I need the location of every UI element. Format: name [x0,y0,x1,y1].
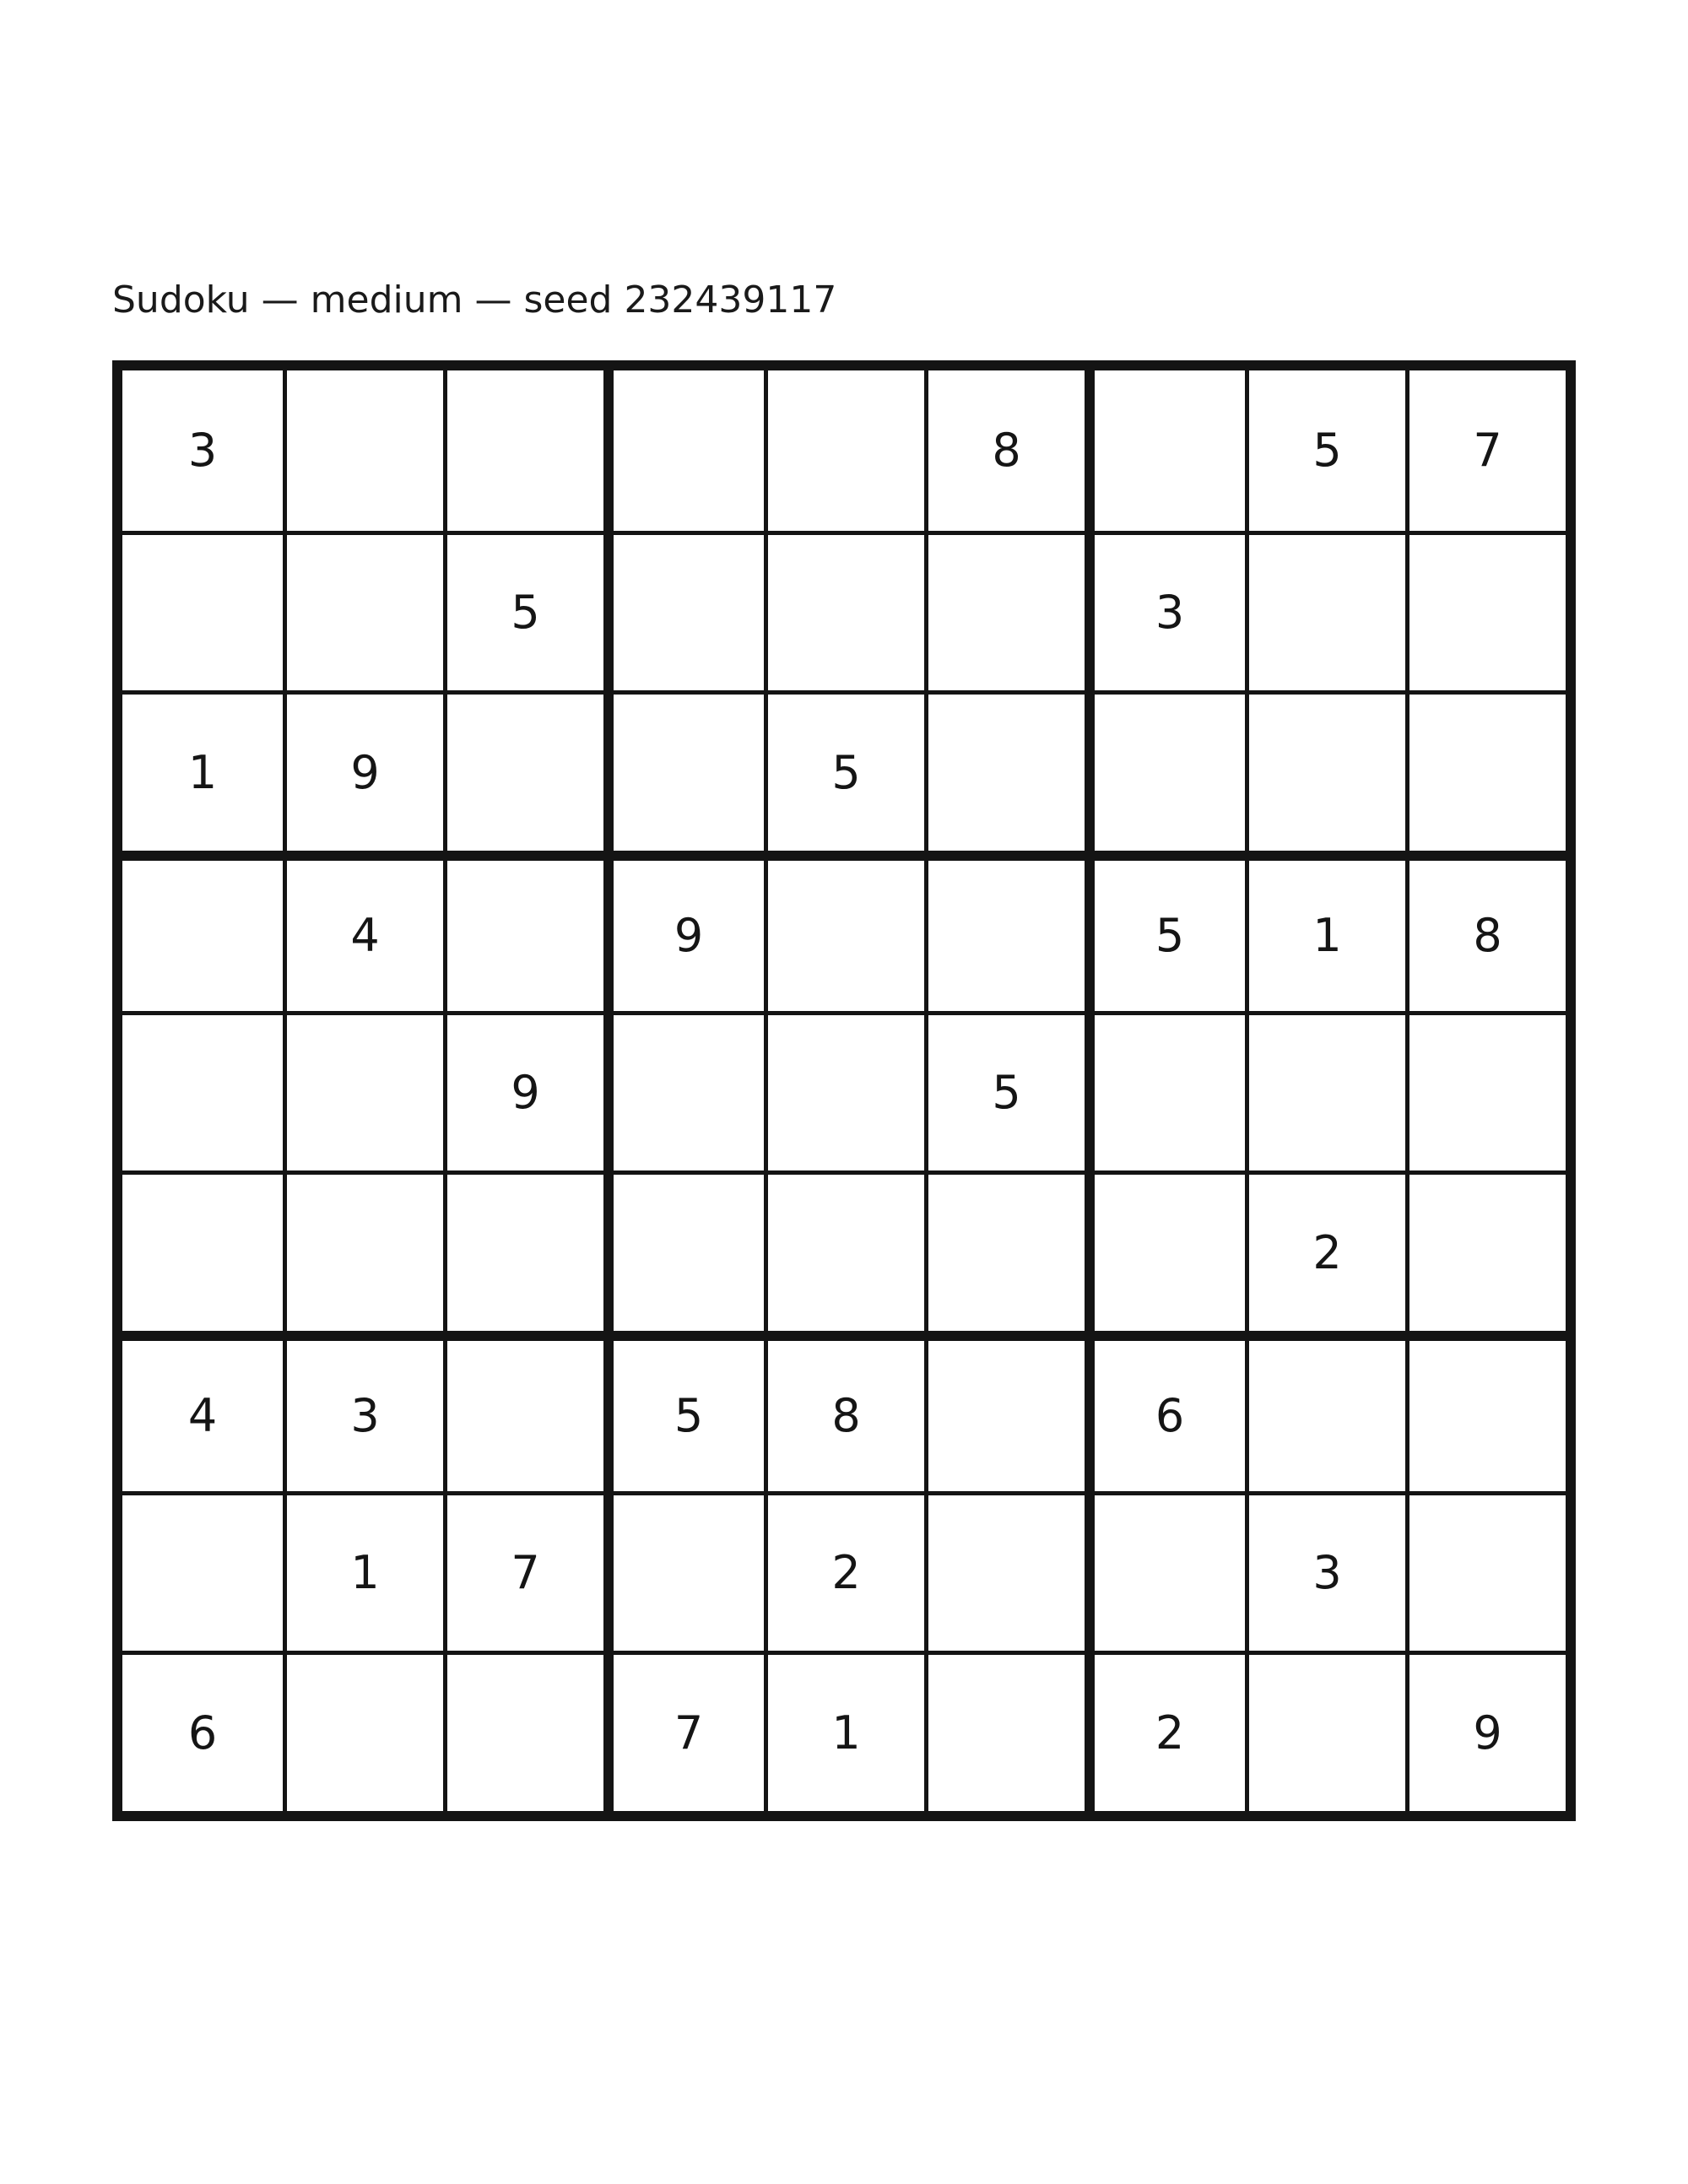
sudoku-cell-r6c9 [1405,1170,1566,1331]
sudoku-cell-r4c6 [924,851,1085,1011]
sudoku-cell-r2c1 [122,531,283,691]
sudoku-cell-r8c8: 3 [1245,1491,1405,1652]
sudoku-cell-r9c2 [283,1651,443,1811]
sudoku-cell-r5c2 [283,1011,443,1171]
sudoku-cell-r4c8: 1 [1245,851,1405,1011]
sudoku-cell-r6c6 [924,1170,1085,1331]
sudoku-cell-r7c9 [1405,1331,1566,1491]
sudoku-cell-r5c9 [1405,1011,1566,1171]
sudoku-cell-r3c7 [1085,690,1245,851]
sudoku-cell-r3c2: 9 [283,690,443,851]
sudoku-cell-r3c3 [443,690,603,851]
sudoku-cell-r2c3: 5 [443,531,603,691]
sudoku-cell-r1c7 [1085,370,1245,531]
sudoku-cell-r4c7: 5 [1085,851,1245,1011]
sudoku-cell-r5c4 [603,1011,764,1171]
sudoku-cell-r9c4: 7 [603,1651,764,1811]
sudoku-cell-r3c1: 1 [122,690,283,851]
sudoku-cell-r9c6 [924,1651,1085,1811]
sudoku-cell-r4c1 [122,851,283,1011]
sudoku-cell-r3c9 [1405,690,1566,851]
puzzle-title: Sudoku — medium — seed 232439117 [112,278,837,322]
sudoku-cell-r8c5: 2 [764,1491,924,1652]
sudoku-cell-r7c8 [1245,1331,1405,1491]
sudoku-cell-r8c6 [924,1491,1085,1652]
sudoku-grid [112,360,1576,1821]
sudoku-cell-r2c5 [764,531,924,691]
sudoku-cell-r8c4 [603,1491,764,1652]
sudoku-cell-r6c2 [283,1170,443,1331]
sudoku-cell-r7c7: 6 [1085,1331,1245,1491]
sudoku-cell-r5c3: 9 [443,1011,603,1171]
sudoku-cell-r7c5: 8 [764,1331,924,1491]
sudoku-cell-r3c4 [603,690,764,851]
sudoku-cell-r2c6 [924,531,1085,691]
sudoku-cell-r9c5: 1 [764,1651,924,1811]
sudoku-cell-r1c5 [764,370,924,531]
sudoku-cell-r3c6 [924,690,1085,851]
sudoku-cell-r1c2 [283,370,443,531]
sudoku-cell-r4c9: 8 [1405,851,1566,1011]
sudoku-cell-r2c2 [283,531,443,691]
sudoku-cell-r6c7 [1085,1170,1245,1331]
sudoku-cell-r5c7 [1085,1011,1245,1171]
sudoku-cell-r6c1 [122,1170,283,1331]
sudoku-cell-r5c1 [122,1011,283,1171]
sudoku-cell-r1c9: 7 [1405,370,1566,531]
sudoku-cell-r6c8: 2 [1245,1170,1405,1331]
sudoku-cell-r8c1 [122,1491,283,1652]
sudoku-cell-r6c4 [603,1170,764,1331]
sudoku-cell-r5c6: 5 [924,1011,1085,1171]
sudoku-cell-r5c8 [1245,1011,1405,1171]
sudoku-cell-r8c2: 1 [283,1491,443,1652]
sudoku-cell-r1c6: 8 [924,370,1085,531]
sudoku-cell-r2c4 [603,531,764,691]
sudoku-cell-r7c1: 4 [122,1331,283,1491]
sudoku-cell-r2c9 [1405,531,1566,691]
sudoku-cell-r2c8 [1245,531,1405,691]
sudoku-cell-r1c3 [443,370,603,531]
sudoku-cell-r1c1: 3 [122,370,283,531]
sudoku-cell-r2c7: 3 [1085,531,1245,691]
sudoku-cell-r7c3 [443,1331,603,1491]
sudoku-cell-r1c8: 5 [1245,370,1405,531]
sudoku-cell-r7c4: 5 [603,1331,764,1491]
sudoku-cell-r6c5 [764,1170,924,1331]
sudoku-cell-r3c8 [1245,690,1405,851]
sudoku-cell-r7c2: 3 [283,1331,443,1491]
sudoku-cell-r9c3 [443,1651,603,1811]
sudoku-cell-r3c5: 5 [764,690,924,851]
sudoku-cell-r4c5 [764,851,924,1011]
sudoku-cell-r9c7: 2 [1085,1651,1245,1811]
sudoku-cell-r9c9: 9 [1405,1651,1566,1811]
sudoku-cell-r1c4 [603,370,764,531]
sudoku-cell-r9c8 [1245,1651,1405,1811]
sudoku-cell-r7c6 [924,1331,1085,1491]
sudoku-cell-r8c3: 7 [443,1491,603,1652]
sudoku-cell-r4c3 [443,851,603,1011]
sudoku-cell-r6c3 [443,1170,603,1331]
sudoku-cell-r8c9 [1405,1491,1566,1652]
sudoku-cell-r4c4: 9 [603,851,764,1011]
sudoku-cell-r9c1: 6 [122,1651,283,1811]
sudoku-cell-r8c7 [1085,1491,1245,1652]
sudoku-cell-r4c2: 4 [283,851,443,1011]
sudoku-cell-r5c5 [764,1011,924,1171]
